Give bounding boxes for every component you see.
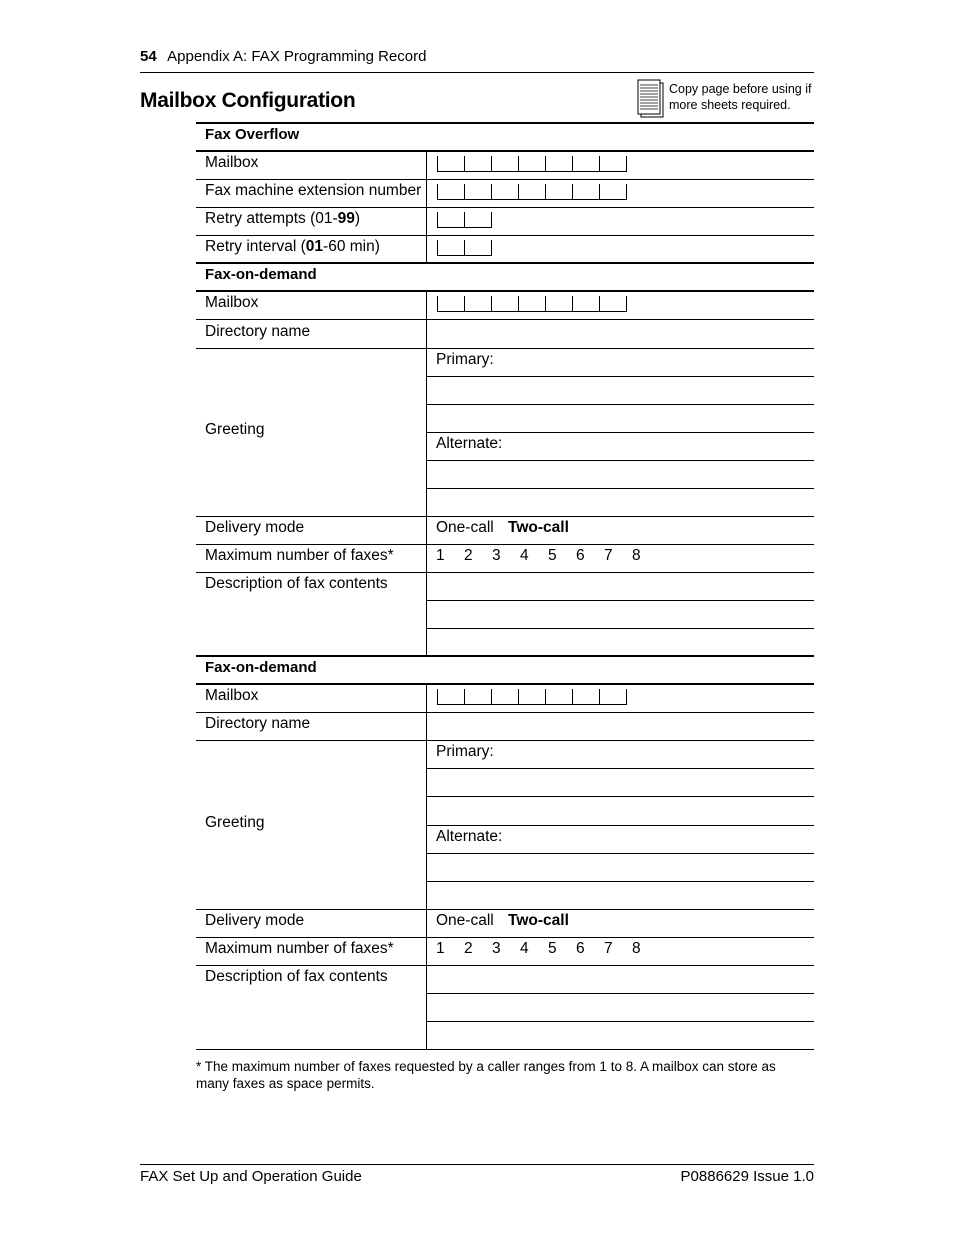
fod1-mailbox-boxes[interactable] [437,296,627,312]
fod2-num-option[interactable]: 5 [548,940,557,957]
fod1-primary-label: Primary: [436,351,494,368]
fod2-heading: Fax-on-demand [205,659,317,676]
fod2-max-faxes-label: Maximum number of faxes* [205,940,394,957]
fod2-num-option[interactable]: 7 [604,940,613,957]
fod1-directory-field[interactable] [427,320,814,347]
fod1-num-option[interactable]: 6 [576,547,585,564]
fod1-delivery-options [436,519,569,537]
fod2-directory-field[interactable] [427,713,814,740]
footnote [196,1058,796,1092]
fax-overflow-heading: Fax Overflow [205,126,300,143]
fod1-two-call-option[interactable]: Two-call [508,519,569,536]
page-number: 54 [140,48,157,65]
fod2-mailbox-boxes[interactable] [437,689,627,705]
fod2-delivery-label: Delivery mode [205,912,305,929]
section-rule [196,262,814,264]
fod1-max-faxes-label: Maximum number of faxes* [205,547,394,564]
header-section: Appendix A: FAX Programming Record [167,48,427,65]
footnote-line1: * The maximum number of faxes requested by a caller ranges from 1 to 8. A mailbox can store as [196,1059,776,1074]
fod1-heading: Fax-on-demand [205,266,317,283]
footnote-line2: many faxes as space permits. [196,1076,375,1091]
fo-mailbox-label: Mailbox [205,154,259,171]
running-header [140,48,426,66]
fod2-max-faxes-options [436,940,660,958]
fod2-num-option[interactable]: 3 [492,940,501,957]
fod1-num-option[interactable]: 1 [436,547,445,564]
copy-note-line1: Copy page before using if [669,82,812,96]
fod1-num-option[interactable]: 4 [520,547,529,564]
fo-fax-ext-boxes[interactable] [437,184,627,200]
fod1-num-option[interactable]: 7 [604,547,613,564]
fod2-num-option[interactable]: 6 [576,940,585,957]
fod2-directory-label: Directory name [205,715,311,732]
footer-rule [140,1164,814,1165]
fod1-one-call-option[interactable]: One-call [436,519,494,536]
fod2-num-option[interactable]: 1 [436,940,445,957]
section-rule [196,655,814,657]
fo-retry-interval-label: Retry interval (01-60 min) [205,238,380,255]
fod1-mailbox-label: Mailbox [205,294,259,311]
fo-retry-attempts-label: Retry attempts (01-99) [205,210,361,227]
fod1-alternate-label: Alternate: [436,435,503,452]
copy-page-icon [637,79,663,115]
fod2-description-label: Description of fax contents [205,968,388,985]
fod1-greeting-label: Greeting [205,421,265,438]
fod1-num-option[interactable]: 3 [492,547,501,564]
page-title: Mailbox Configuration [140,89,356,112]
fod1-num-option[interactable]: 8 [632,547,641,564]
fod1-description-label: Description of fax contents [205,575,388,592]
fod2-primary-label: Primary: [436,743,494,760]
fo-retry-attempts-boxes[interactable] [437,212,492,228]
fod2-delivery-options [436,912,569,930]
fod2-greeting-label: Greeting [205,814,265,831]
section-rule [196,122,814,124]
section-rule [196,150,814,152]
footer-right: P0886629 Issue 1.0 [680,1168,814,1185]
footer-left: FAX Set Up and Operation Guide [140,1168,362,1185]
fod1-num-option[interactable]: 2 [464,547,473,564]
fo-fax-ext-label: Fax machine extension number [205,182,422,199]
fod2-alternate-label: Alternate: [436,828,503,845]
fod2-num-option[interactable]: 2 [464,940,473,957]
fod2-num-option[interactable]: 8 [632,940,641,957]
fod2-num-option[interactable]: 4 [520,940,529,957]
fod2-mailbox-label: Mailbox [205,687,259,704]
fod2-two-call-option[interactable]: Two-call [508,912,569,929]
fod1-max-faxes-options [436,547,660,565]
header-rule [140,72,814,73]
fo-retry-interval-boxes[interactable] [437,240,492,256]
copy-note-line2: more sheets required. [669,98,791,112]
fod1-delivery-label: Delivery mode [205,519,305,536]
fod2-one-call-option[interactable]: One-call [436,912,494,929]
fo-mailbox-boxes[interactable] [437,156,627,172]
fod1-directory-label: Directory name [205,323,311,340]
copy-note [669,81,811,113]
fod1-num-option[interactable]: 5 [548,547,557,564]
